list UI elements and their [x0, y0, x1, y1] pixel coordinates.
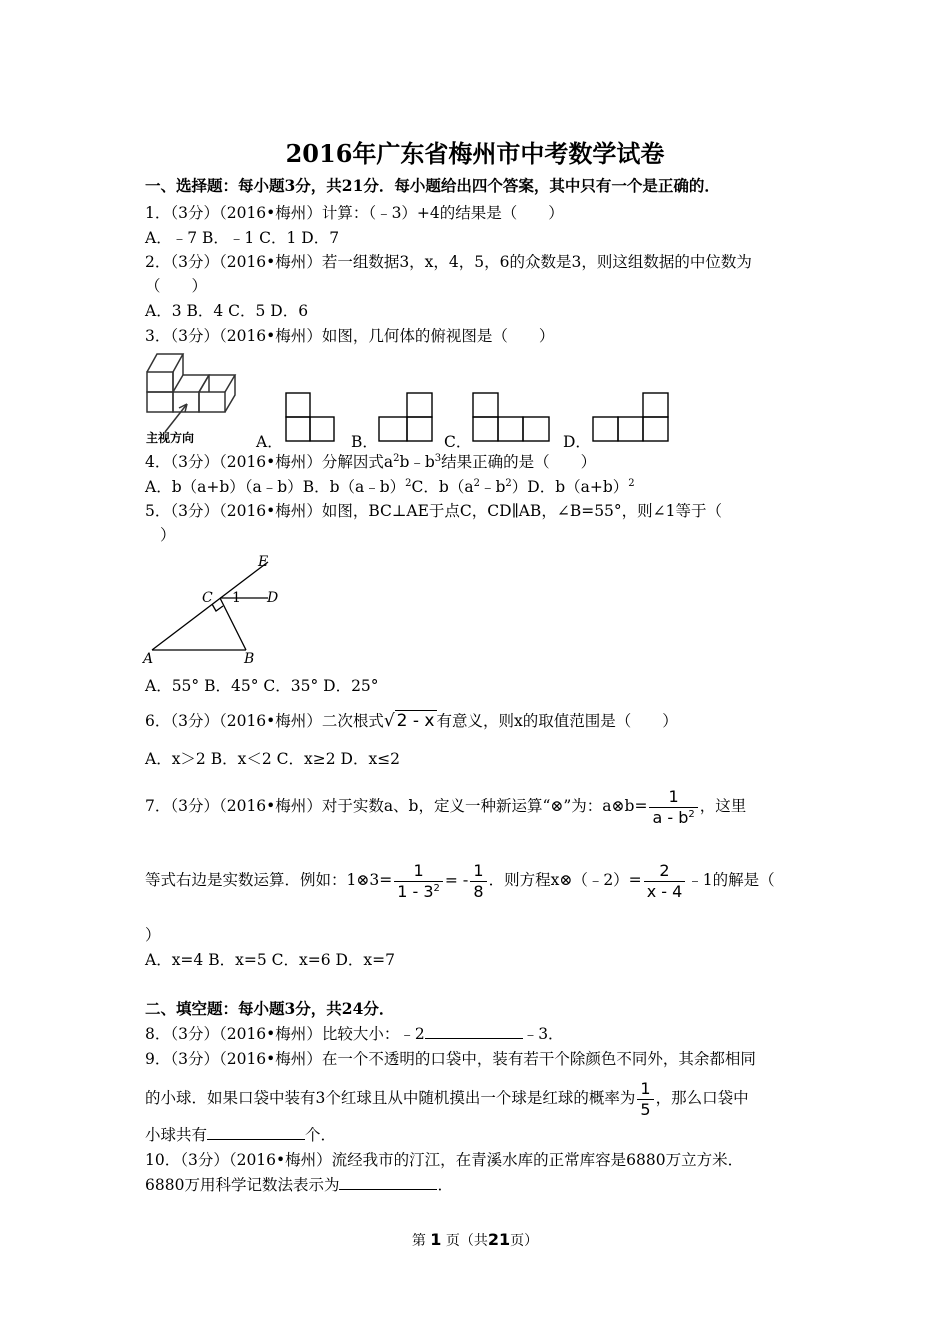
label-e: E: [258, 554, 269, 570]
question-3: 3．（3分）（2016•梅州）如图，几何体的俯视图是（ ）: [145, 327, 555, 345]
fraction-1: $\frac{1}{a - b^2}$: [649, 787, 697, 828]
section-2-heading: 二、填空题：每小题3分，共24分．: [145, 999, 395, 1018]
label-angle-1: 1: [232, 590, 241, 606]
fraction-2: $\frac{1}{1 - 3^2}$: [394, 861, 443, 902]
question-1: 1．（3分）（2016•梅州）计算：（﹣3）+4的结果是（ ）: [145, 204, 564, 222]
option-c-label: C．: [444, 433, 472, 451]
question-8: 8．（3分）（2016•梅州）比较大小：﹣2 ﹣3．: [145, 1025, 564, 1043]
question-4-options: A．b（a+b）（a﹣b）B．b（a﹣b）$^2$C．$b(a^2﹣b^2)D$．$b(a+b)^2$: [145, 478, 635, 496]
question-5-options: A．55° B．45° C．35° D．25°: [145, 677, 379, 695]
option-d-figure: [592, 392, 672, 444]
answer-blank[interactable]: [207, 1125, 305, 1140]
answer-blank[interactable]: [339, 1175, 437, 1190]
label-a: A: [143, 651, 154, 667]
question-10: 10．（3分）（2016•梅州）流经我市的汀江，在青溪水库的正常库容是6880万立方米．: [145, 1151, 744, 1169]
figure-caption: 主视方向: [146, 431, 195, 445]
question-6: 6．（3分）（2016•梅州）二次根式√ 2 - x 有意义，则x的取值范围是（ ）: [145, 711, 678, 731]
fraction-4: $\frac{2}{x - 4}$: [644, 861, 686, 902]
page-footer: 第 1 页（共21页）: [411, 1230, 539, 1249]
sqrt-expression: √ 2 - x: [383, 711, 435, 731]
question-1-options: A．﹣7 B．﹣1 C．1 D．7: [145, 229, 340, 247]
section-1-heading: 一、选择题：每小题3分，共21分．每小题给出四个答案，其中只有一个是正确的．: [145, 176, 720, 195]
page-title: 2016年广东省梅州市中考数学试卷: [285, 139, 665, 168]
fraction-probability: $\frac{1}{5}$: [637, 1079, 653, 1120]
question-2: 2．（3分）（2016•梅州）若一组数据3，x，4，5，6的众数是3，则这组数据的中位数为: [145, 253, 752, 271]
question-7: 7．（3分）（2016•梅州）对于实数a、b，定义一种新运算“⊗”为：a⊗b= $\frac{1}{a - b^2}$ ，这里: [145, 786, 747, 827]
fraction-3: $\frac{1}{8}$: [470, 861, 486, 902]
question-10-line-2: 6880万用科学记数法表示为 ．: [145, 1176, 453, 1194]
option-c-figure: [472, 392, 552, 444]
label-d: D: [267, 590, 279, 606]
question-5-cont: ）: [160, 526, 176, 544]
option-a-label: A．: [256, 433, 283, 451]
label-c: C: [202, 590, 213, 606]
geometry-figure: [140, 550, 290, 670]
question-2-options: A．3 B．4 C．5 D．6: [145, 302, 309, 320]
option-d-label: D．: [563, 433, 591, 451]
label-b: B: [244, 651, 255, 667]
option-b-label: B．: [351, 433, 378, 451]
question-9: 9．（3分）（2016•梅州）在一个不透明的口袋中，装有若干个除颜色不同外，其余都相同: [145, 1050, 756, 1068]
question-7-options: A．x=4 B．x=5 C．x=6 D．x=7: [145, 951, 396, 969]
question-9-line-2: 的小球．如果口袋中装有3个红球且从中随机摸出一个球是红球的概率为 $\frac{1}{5}$ ，那么口袋中: [145, 1078, 749, 1119]
question-7-line-3: ）: [145, 926, 161, 944]
question-7-line-2: 等式右边是实数运算．例如：1⊗3= $\frac{1}{1 - 3^2}$ = - $\frac{1}{8}$ ．则方程x⊗（﹣2）= $\frac{2}{x - 4}$ ﹣1的解是（: [145, 860, 775, 901]
option-a-figure: [285, 392, 337, 444]
question-9-line-3: 小球共有 个．: [145, 1126, 337, 1144]
answer-blank[interactable]: [425, 1024, 523, 1039]
question-4: 4．（3分）（2016•梅州）分解因式$a^2b﹣b^3$结果正确的是（ ）: [145, 453, 597, 471]
question-2-cont: （ ）: [145, 277, 208, 295]
question-5: 5．（3分）（2016•梅州）如图，BC⊥AE于点C，CD∥AB，∠B=55°，则∠1等于（: [145, 502, 723, 520]
question-6-options: A．x＞2 B．x＜2 C．x≥2 D．x≤2: [145, 750, 401, 768]
option-b-figure: [378, 392, 434, 444]
